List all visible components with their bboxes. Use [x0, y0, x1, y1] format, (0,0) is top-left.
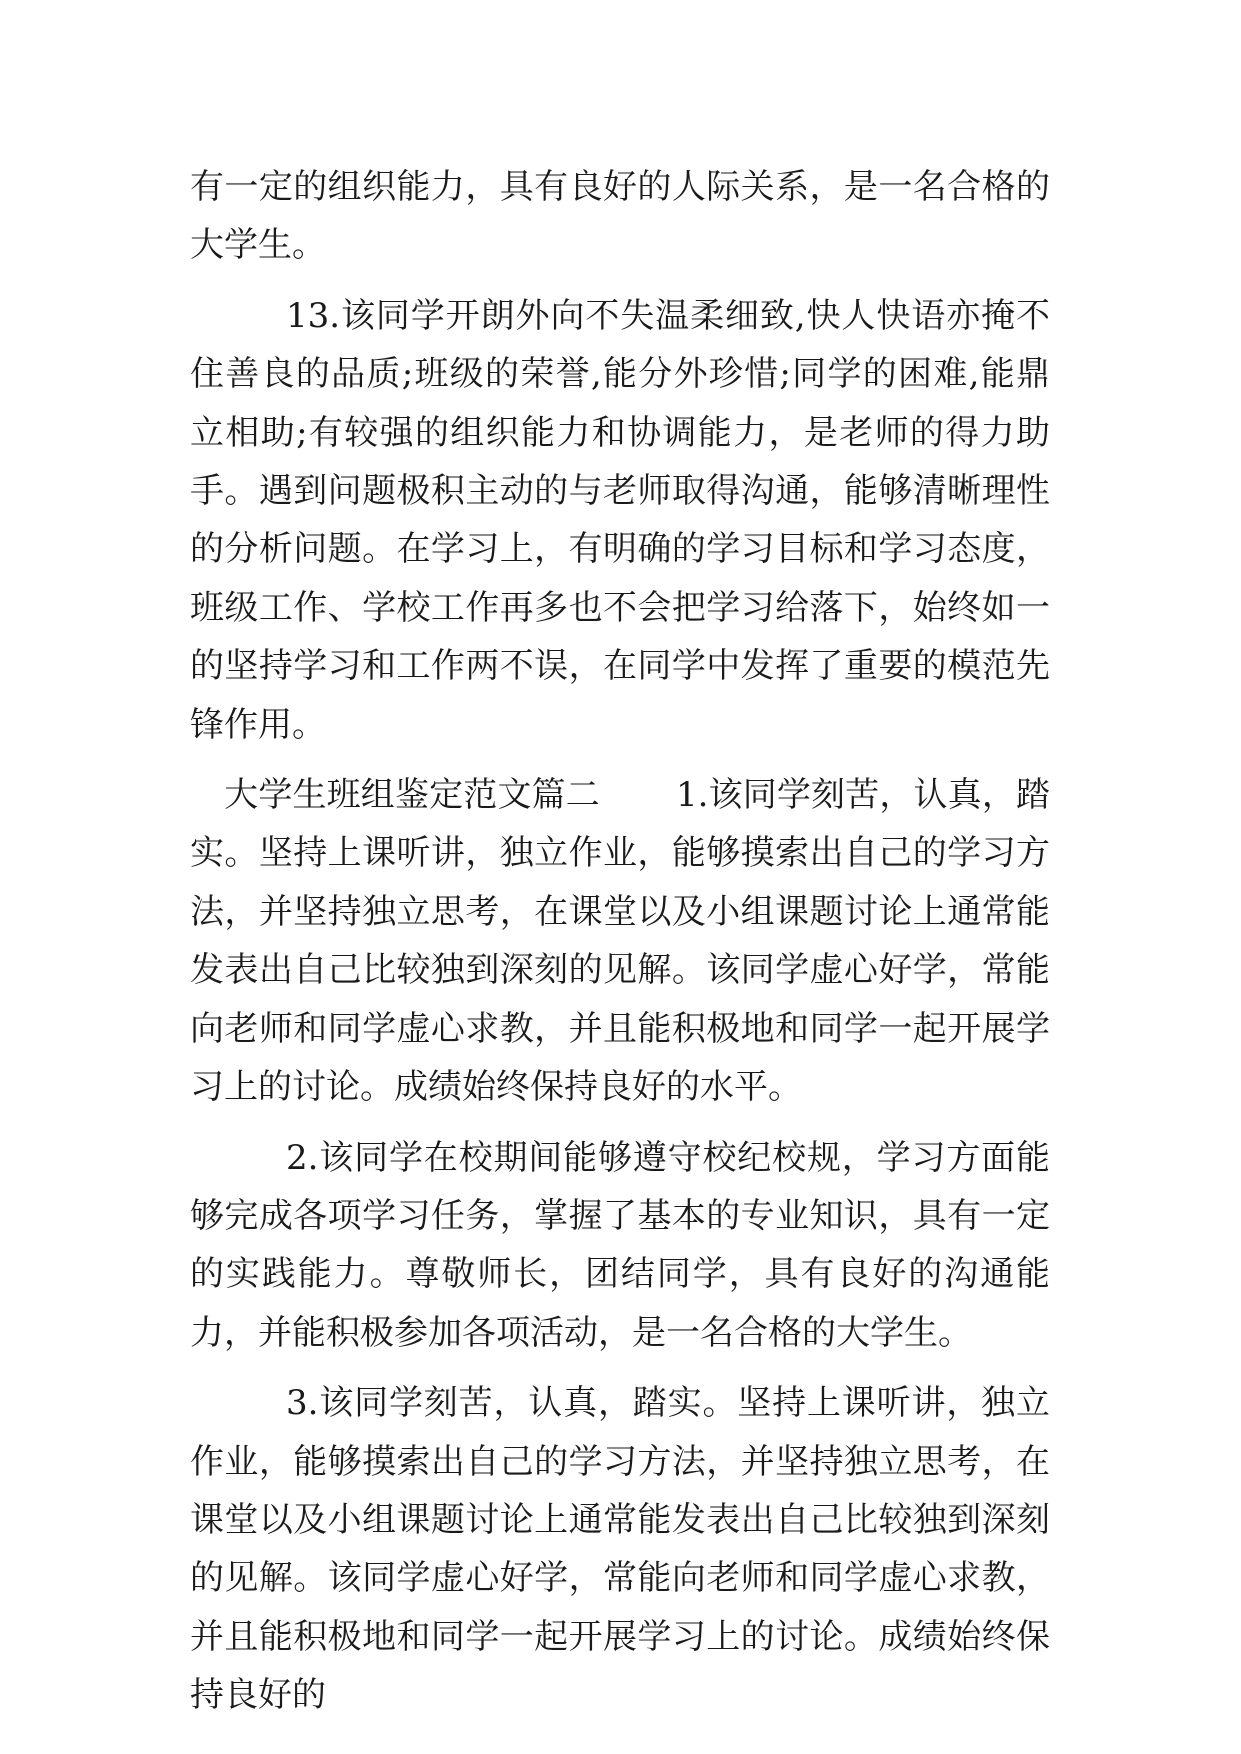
paragraph-text: 2.该同学在校期间能够遵守校纪校规，学习方面能够完成各项学习任务，掌握了基本的专业知识，具有一定的实践能力。尊敬师长，团结同学，具有良好的沟通能力，并能积极参加各项活动，是一名合格的大学生。: [190, 1137, 1050, 1353]
paragraph-text: 有一定的组织能力，具有良好的人际关系，是一名合格的大学生。: [190, 167, 1050, 266]
paragraph-item-1: [190, 766, 1050, 1116]
paragraph-text: 13.该同学开朗外向不失温柔细致,快人快语亦掩不住善良的品质;班级的荣誉,能分外珍惜;同学的困难,能鼎立相助;有较强的组织能力和协调能力，是老师的得力助手。遇到问题极积主动的与老师取得沟通，能够清晰理性的分析问题。在学习上，有明确的学习目标和学习态度，班级工作、学校工作再多也不会把学习给落下，始终如一的坚持学习和工作两不误，在同学中发挥了重要的模范先锋作用。: [190, 295, 1050, 745]
paragraph-item-13: [190, 287, 1050, 754]
paragraph-item-2: [190, 1129, 1050, 1363]
paragraph-text: 3.该同学刻苦，认真，踏实。坚持上课听讲，独立作业，能够摸索出自己的学习方法，并坚持独立思考，在课堂以及小组课题讨论上通常能发表出自己比较独到深刻的见解。该同学虚心好学，常能向老师和同学虚心求教，并且能积极地和同学一起开展学习上的讨论。成绩始终保持良好的: [190, 1383, 1050, 1716]
document-body: [190, 158, 1050, 1725]
paragraph-item-3: [190, 1374, 1050, 1724]
paragraph-continuation: [190, 158, 1050, 275]
paragraph-text: 1.该同学刻苦，认真，踏实。坚持上课听讲，独立作业，能够摸索出自己的学习方法，并坚持独立思考，在课堂以及小组课题讨论上通常能发表出自己比较独到深刻的见解。该同学虚心好学，常能向老师和同学虚心求教，并且能积极地和同学一起开展学习上的讨论。成绩始终保持良好的水平。: [190, 775, 1050, 1108]
section-heading: 大学生班组鉴定范文篇二: [224, 775, 600, 816]
